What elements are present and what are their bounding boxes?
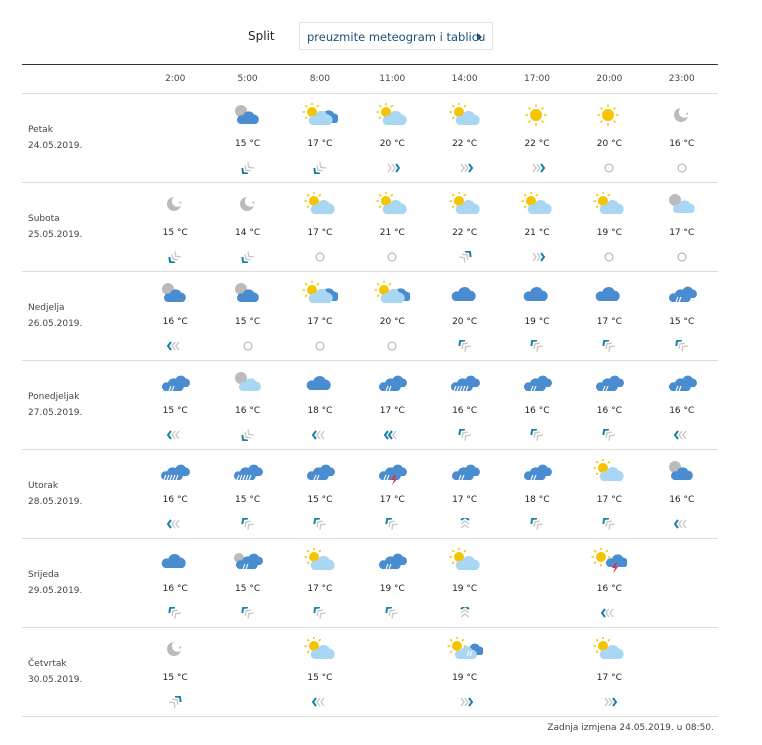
wind-indicator <box>573 604 645 616</box>
forecast-cell <box>356 450 428 539</box>
wind-indicator <box>501 159 573 171</box>
temperature: 15 °C <box>235 584 261 594</box>
weather-cloud-icon <box>501 281 573 305</box>
temperature: 15 °C <box>162 673 188 683</box>
wind-indicator <box>501 248 573 260</box>
wind-left-icon <box>164 340 186 352</box>
temperature: 20 °C <box>452 317 478 327</box>
forecast-cell-empty <box>501 628 573 717</box>
time-header: 14:00 <box>428 65 500 94</box>
temperature: 18 °C <box>307 406 333 416</box>
wind-indicator <box>573 693 645 705</box>
wind-indicator <box>428 426 500 438</box>
weather-rain-icon <box>573 370 645 394</box>
wind-left-icon <box>309 696 331 708</box>
wind-up-left-icon <box>309 607 331 619</box>
weather-sun-cloud-icon <box>284 637 356 661</box>
calm-wind-icon <box>602 251 616 263</box>
temperature: 15 °C <box>162 228 188 238</box>
temperature: 16 °C <box>162 584 188 594</box>
weather-sun-dark-cloud-icon <box>284 281 356 305</box>
day-name: Utorak <box>28 481 59 491</box>
wind-indicator <box>139 248 211 260</box>
wind-indicator <box>211 248 283 260</box>
wind-up-left-icon <box>598 429 620 441</box>
day-date: 28.05.2019. <box>28 497 83 507</box>
wind-indicator <box>428 159 500 171</box>
weather-sun-cloud-icon <box>284 548 356 572</box>
temperature: 19 °C <box>452 584 478 594</box>
temperature: 20 °C <box>379 139 405 149</box>
forecast-cell <box>501 272 573 361</box>
forecast-cell <box>139 628 211 717</box>
temperature: 16 °C <box>235 406 261 416</box>
wind-indicator <box>573 248 645 260</box>
wind-up-left-icon <box>526 340 548 352</box>
forecast-cell <box>139 539 211 628</box>
forecast-cell <box>428 361 500 450</box>
weather-sun-cloud-icon <box>428 192 500 216</box>
wind-indicator <box>211 426 283 438</box>
forecast-cell <box>573 628 645 717</box>
header-empty <box>22 65 139 94</box>
weather-rain-icon <box>284 459 356 483</box>
forecast-cell <box>646 450 718 539</box>
forecast-cell <box>428 628 500 717</box>
wind-indicator <box>428 515 500 527</box>
temperature: 17 °C <box>452 495 478 505</box>
calm-wind-icon <box>675 251 689 263</box>
forecast-cell <box>211 94 283 183</box>
forecast-cell <box>211 539 283 628</box>
wind-up-left-icon <box>598 340 620 352</box>
wind-down-left-icon <box>237 251 259 263</box>
wind-down-left-icon <box>237 429 259 441</box>
temperature: 22 °C <box>452 139 478 149</box>
wind-up-left-icon <box>454 340 476 352</box>
weather-rain-icon <box>356 548 428 572</box>
day-label <box>22 539 139 628</box>
calm-wind-icon <box>313 340 327 352</box>
weather-rain-icon <box>139 370 211 394</box>
weather-sun-cloud-icon <box>284 192 356 216</box>
wind-indicator <box>356 248 428 260</box>
weather-moon-light-cloud-icon <box>211 370 283 394</box>
day-label <box>22 272 139 361</box>
temperature: 16 °C <box>596 584 622 594</box>
wind-indicator <box>356 515 428 527</box>
temperature: 19 °C <box>452 673 478 683</box>
forecast-cell <box>284 361 356 450</box>
forecast-cell <box>646 183 718 272</box>
wind-left-icon <box>671 518 693 530</box>
day-label <box>22 361 139 450</box>
temperature: 17 °C <box>307 139 333 149</box>
wind-indicator <box>139 426 211 438</box>
temperature: 15 °C <box>235 139 261 149</box>
day-date: 26.05.2019. <box>28 319 83 329</box>
temperature: 15 °C <box>669 317 695 327</box>
wind-indicator <box>284 159 356 171</box>
forecast-cell <box>501 450 573 539</box>
temperature: 19 °C <box>379 584 405 594</box>
temperature: 21 °C <box>379 228 405 238</box>
wind-indicator <box>139 515 211 527</box>
forecast-cell-empty <box>646 628 718 717</box>
temperature: 16 °C <box>452 406 478 416</box>
temperature: 17 °C <box>596 317 622 327</box>
weather-rain-icon <box>428 459 500 483</box>
wind-indicator <box>211 515 283 527</box>
wind-up-right-icon <box>454 251 476 263</box>
forecast-cell <box>428 272 500 361</box>
arrow-right-icon <box>477 33 482 41</box>
weather-heavy-rain-icon <box>428 370 500 394</box>
wind-up-left-icon <box>237 518 259 530</box>
forecast-cell-empty <box>356 628 428 717</box>
temperature: 17 °C <box>307 317 333 327</box>
temperature: 16 °C <box>162 317 188 327</box>
forecast-cell <box>211 183 283 272</box>
wind-indicator <box>356 426 428 438</box>
weather-moon-rain-icon <box>211 548 283 572</box>
temperature: 16 °C <box>669 406 695 416</box>
day-name: Srijeda <box>28 570 60 580</box>
temperature: 16 °C <box>162 495 188 505</box>
weather-sun-cloud-icon <box>356 103 428 127</box>
forecast-cell-empty <box>501 539 573 628</box>
calm-wind-icon <box>385 251 399 263</box>
time-header: 17:00 <box>501 65 573 94</box>
wind-up-left-icon <box>309 518 331 530</box>
forecast-cell <box>139 183 211 272</box>
wind-down-left-icon <box>237 162 259 174</box>
forecast-cell <box>211 361 283 450</box>
forecast-cell <box>646 361 718 450</box>
weather-sun-cloud-icon <box>501 192 573 216</box>
forecast-cell <box>356 94 428 183</box>
wind-indicator <box>356 337 428 349</box>
weather-cloud-icon <box>573 281 645 305</box>
forecast-cell <box>428 539 500 628</box>
wind-indicator <box>573 159 645 171</box>
wind-indicator <box>284 693 356 705</box>
day-date: 30.05.2019. <box>28 675 83 685</box>
forecast-cell <box>284 94 356 183</box>
weather-moon-light-cloud-icon <box>646 192 718 216</box>
temperature: 17 °C <box>379 406 405 416</box>
wind-indicator <box>646 426 718 438</box>
time-header: 11:00 <box>356 65 428 94</box>
day-label <box>22 94 139 183</box>
wind-indicator <box>646 337 718 349</box>
weather-moon-cloud-icon <box>211 281 283 305</box>
download-meteogram-button[interactable] <box>299 22 493 50</box>
time-header: 5:00 <box>211 65 283 94</box>
temperature: 15 °C <box>235 495 261 505</box>
wind-up-left-icon <box>454 429 476 441</box>
wind-indicator <box>356 159 428 171</box>
forecast-table <box>22 64 718 717</box>
day-label <box>22 628 139 717</box>
weather-rain-icon <box>501 370 573 394</box>
temperature: 15 °C <box>307 495 333 505</box>
day-row <box>22 94 718 183</box>
wind-indicator <box>428 604 500 616</box>
weather-rain-icon <box>646 370 718 394</box>
wind-right-icon <box>454 162 476 174</box>
wind-indicator <box>211 337 283 349</box>
forecast-cell <box>139 361 211 450</box>
temperature: 17 °C <box>379 495 405 505</box>
wind-up-left-icon <box>526 429 548 441</box>
forecast-cell-empty <box>139 94 211 183</box>
forecast-cell <box>284 450 356 539</box>
temperature: 15 °C <box>162 406 188 416</box>
time-header: 2:00 <box>139 65 211 94</box>
calm-wind-icon <box>241 340 255 352</box>
wind-left-icon <box>309 429 331 441</box>
weather-moon-icon <box>139 637 211 661</box>
forecast-cell <box>501 183 573 272</box>
wind-indicator <box>573 515 645 527</box>
calm-wind-icon <box>313 251 327 263</box>
temperature: 16 °C <box>524 406 550 416</box>
city-name: Split <box>248 29 275 43</box>
temperature: 19 °C <box>524 317 550 327</box>
weather-storm-icon <box>356 459 428 483</box>
temperature: 17 °C <box>307 584 333 594</box>
forecast-cell <box>139 272 211 361</box>
calm-wind-icon <box>602 162 616 174</box>
temperature: 22 °C <box>524 139 550 149</box>
forecast-cell <box>356 272 428 361</box>
wind-indicator <box>284 248 356 260</box>
forecast-cell <box>211 450 283 539</box>
temperature: 16 °C <box>669 495 695 505</box>
forecast-cell-empty <box>211 628 283 717</box>
time-header-row <box>22 65 718 94</box>
forecast-cell <box>428 183 500 272</box>
temperature: 17 °C <box>307 228 333 238</box>
day-row <box>22 183 718 272</box>
wind-indicator <box>356 604 428 616</box>
last-updated: Zadnja izmjena 24.05.2019. u 08:50. <box>547 723 714 733</box>
temperature: 18 °C <box>524 495 550 505</box>
day-name: Četvrtak <box>28 659 67 669</box>
wind-up-left-icon <box>526 518 548 530</box>
time-header: 23:00 <box>646 65 718 94</box>
weather-heavy-rain-icon <box>211 459 283 483</box>
wind-indicator <box>284 515 356 527</box>
weather-sun-rain-icon <box>428 637 500 661</box>
forecast-cell <box>284 272 356 361</box>
day-name: Subota <box>28 214 60 224</box>
wind-up-right-icon <box>164 696 186 708</box>
forecast-cell <box>428 450 500 539</box>
temperature: 19 °C <box>596 228 622 238</box>
weather-moon-icon <box>211 192 283 216</box>
forecast-cell <box>573 272 645 361</box>
weather-heavy-rain-icon <box>139 459 211 483</box>
wind-left-icon <box>164 518 186 530</box>
wind-left-icon <box>671 429 693 441</box>
forecast-cell <box>284 628 356 717</box>
forecast-cell <box>573 539 645 628</box>
wind-up-left-icon <box>381 607 403 619</box>
location-bar <box>0 22 762 52</box>
forecast-cell <box>501 361 573 450</box>
wind-right-icon <box>598 696 620 708</box>
forecast-cell <box>139 450 211 539</box>
wind-left-icon <box>598 607 620 619</box>
day-label <box>22 183 139 272</box>
forecast-cell <box>646 272 718 361</box>
wind-up-left-icon <box>598 518 620 530</box>
wind-left-icon <box>164 429 186 441</box>
wind-indicator <box>139 604 211 616</box>
temperature: 17 °C <box>596 673 622 683</box>
wind-indicator <box>646 159 718 171</box>
day-date: 25.05.2019. <box>28 230 83 240</box>
wind-right-icon <box>454 696 476 708</box>
wind-indicator <box>139 693 211 705</box>
wind-indicator <box>428 693 500 705</box>
calm-wind-icon <box>385 340 399 352</box>
day-name: Ponedjeljak <box>28 392 80 402</box>
temperature: 21 °C <box>524 228 550 238</box>
weather-sun-cloud-icon <box>356 192 428 216</box>
forecast-cell <box>573 183 645 272</box>
weather-sun-icon <box>573 103 645 127</box>
day-row <box>22 272 718 361</box>
weather-sun-dark-cloud-icon <box>284 103 356 127</box>
wind-indicator <box>211 604 283 616</box>
wind-indicator <box>139 337 211 349</box>
temperature: 22 °C <box>452 228 478 238</box>
wind-up-left-icon <box>164 607 186 619</box>
weather-sun-cloud-icon <box>573 637 645 661</box>
day-row <box>22 539 718 628</box>
forecast-cell <box>284 183 356 272</box>
wind-indicator <box>646 515 718 527</box>
day-date: 27.05.2019. <box>28 408 83 418</box>
wind-up-left-icon <box>671 340 693 352</box>
day-date: 24.05.2019. <box>28 141 83 151</box>
wind-indicator <box>284 604 356 616</box>
day-name: Nedjelja <box>28 303 65 313</box>
forecast-cell-empty <box>646 539 718 628</box>
wind-up-left-icon <box>237 607 259 619</box>
day-label <box>22 450 139 539</box>
wind-down-left-icon <box>164 251 186 263</box>
wind-right-icon <box>526 162 548 174</box>
wind-indicator <box>284 426 356 438</box>
temperature: 16 °C <box>596 406 622 416</box>
forecast-cell <box>646 94 718 183</box>
temperature: 20 °C <box>596 139 622 149</box>
weather-sun-cloud-icon <box>573 459 645 483</box>
weather-rain-icon <box>646 281 718 305</box>
forecast-cell <box>211 272 283 361</box>
time-header: 8:00 <box>284 65 356 94</box>
temperature: 15 °C <box>307 673 333 683</box>
temperature: 15 °C <box>235 317 261 327</box>
wind-down-left-icon <box>309 162 331 174</box>
day-name: Petak <box>28 125 53 135</box>
wind-up-icon <box>454 518 476 530</box>
weather-cloud-icon <box>284 370 356 394</box>
wind-indicator <box>428 248 500 260</box>
wind-indicator <box>573 337 645 349</box>
forecast-cell <box>573 450 645 539</box>
wind-up-icon <box>454 607 476 619</box>
wind-indicator <box>573 426 645 438</box>
wind-indicator <box>501 515 573 527</box>
weather-moon-cloud-icon <box>211 103 283 127</box>
weather-moon-icon <box>139 192 211 216</box>
weather-cloud-icon <box>139 548 211 572</box>
wind-indicator <box>284 337 356 349</box>
wind-indicator <box>501 337 573 349</box>
day-date: 29.05.2019. <box>28 586 83 596</box>
calm-wind-icon <box>675 162 689 174</box>
temperature: 20 °C <box>379 317 405 327</box>
wind-up-left-icon <box>381 518 403 530</box>
weather-rain-icon <box>356 370 428 394</box>
temperature: 16 °C <box>669 139 695 149</box>
weather-rain-icon <box>501 459 573 483</box>
time-header: 20:00 <box>573 65 645 94</box>
day-row <box>22 361 718 450</box>
forecast-cell <box>284 539 356 628</box>
wind-left-icon <box>381 429 403 441</box>
wind-right-icon <box>526 251 548 263</box>
weather-moon-cloud-icon <box>646 459 718 483</box>
day-row <box>22 450 718 539</box>
weather-cloud-icon <box>428 281 500 305</box>
wind-indicator <box>428 337 500 349</box>
forecast-cell <box>573 94 645 183</box>
forecast-cell <box>573 361 645 450</box>
temperature: 17 °C <box>669 228 695 238</box>
weather-sun-cloud-icon <box>428 103 500 127</box>
forecast-cell <box>356 183 428 272</box>
weather-sun-cloud-icon <box>428 548 500 572</box>
temperature: 17 °C <box>596 495 622 505</box>
weather-moon-icon <box>646 103 718 127</box>
day-row <box>22 628 718 717</box>
forecast-cell <box>356 361 428 450</box>
temperature: 14 °C <box>235 228 261 238</box>
wind-right-icon <box>381 162 403 174</box>
weather-sun-dark-cloud-icon <box>356 281 428 305</box>
weather-sun-icon <box>501 103 573 127</box>
weather-sun-storm-icon <box>573 548 645 572</box>
forecast-cell <box>356 539 428 628</box>
download-label: preuzmite meteogram i tablicu <box>307 30 486 44</box>
forecast-cell <box>428 94 500 183</box>
forecast-cell <box>501 94 573 183</box>
wind-indicator <box>646 248 718 260</box>
weather-moon-cloud-icon <box>139 281 211 305</box>
wind-indicator <box>211 159 283 171</box>
weather-sun-cloud-icon <box>573 192 645 216</box>
wind-indicator <box>501 426 573 438</box>
